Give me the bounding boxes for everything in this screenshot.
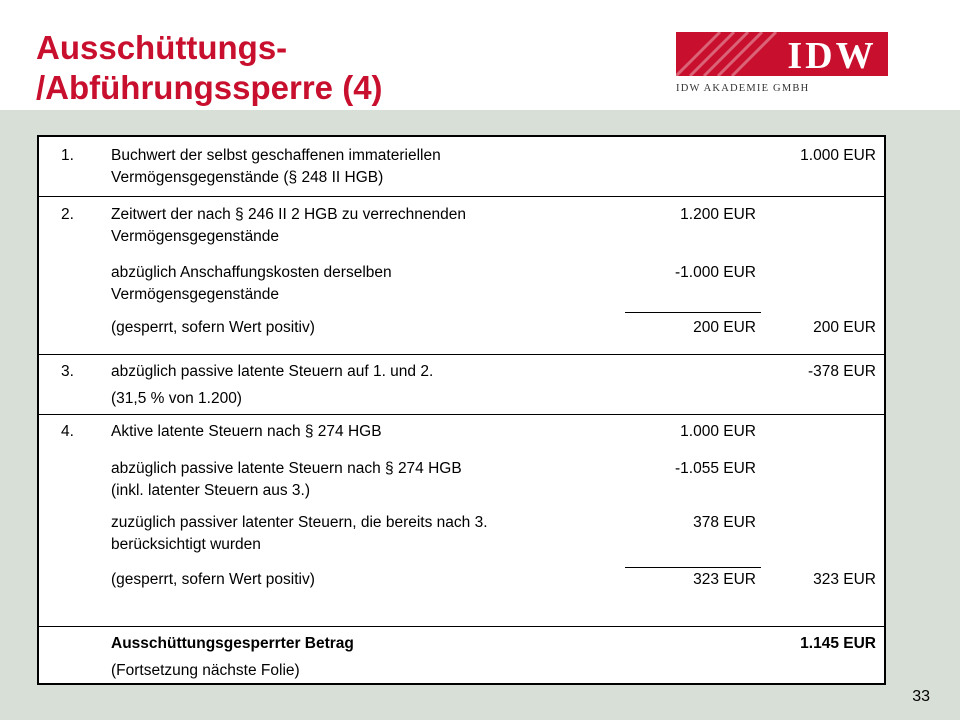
row-description-line1: abzüglich Anschaffungskosten derselben bbox=[111, 264, 392, 281]
subtotal-line bbox=[625, 312, 761, 313]
row-number: 4. bbox=[61, 423, 74, 440]
slide-title-line2: /Abführungssperre (4) bbox=[36, 69, 383, 106]
row-amount-sub: 378 EUR bbox=[693, 514, 756, 531]
logo-subtitle: IDW AKADEMIE GMBH bbox=[676, 83, 810, 94]
row-amount-total: 1.000 EUR bbox=[800, 147, 876, 164]
row-number: 3. bbox=[61, 363, 74, 380]
row-separator bbox=[39, 626, 884, 627]
row-description-line2: Vermögensgegenstände bbox=[111, 228, 280, 245]
logo-text: IDW bbox=[787, 35, 877, 77]
total-label: Ausschüttungsgesperrter Betrag bbox=[111, 635, 354, 652]
row-amount-sub: 200 EUR bbox=[693, 319, 756, 336]
row-description-line1: Buchwert der selbst geschaffenen immateriellen bbox=[111, 147, 441, 164]
slide-title bbox=[36, 28, 383, 108]
row-description-line2: (inkl. latenter Steuern aus 3.) bbox=[111, 482, 311, 499]
row-description-line1: zuzüglich passiver latenter Steuern, die bereits nach 3. bbox=[111, 514, 488, 531]
row-amount-sub: -1.000 EUR bbox=[675, 264, 756, 281]
continuation-note: (Fortsetzung nächste Folie) bbox=[111, 662, 300, 679]
idw-logo bbox=[676, 30, 888, 94]
subtotal-line bbox=[625, 567, 761, 568]
row-description-line1: Zeitwert der nach § 246 II 2 HGB zu verrechnenden bbox=[111, 206, 466, 223]
row-description-line1: abzüglich passive latente Steuern auf 1. und 2. bbox=[111, 363, 434, 380]
row-amount-total: 200 EUR bbox=[813, 319, 876, 336]
row-amount-total: -378 EUR bbox=[807, 363, 876, 380]
row-amount-sub: 1.000 EUR bbox=[680, 423, 756, 440]
row-amount-sub: 1.200 EUR bbox=[680, 206, 756, 223]
row-description-line1: Aktive latente Steuern nach § 274 HGB bbox=[111, 423, 382, 440]
row-amount-sub: -1.055 EUR bbox=[675, 460, 756, 477]
row-description-line2: Vermögensgegenstände bbox=[111, 286, 280, 303]
calculation-table bbox=[37, 135, 886, 685]
row-number: 2. bbox=[61, 206, 74, 223]
row-description-line1: abzüglich passive latente Steuern nach § 274 HGB bbox=[111, 460, 462, 477]
slide-title-line1: Ausschüttungs- bbox=[36, 29, 288, 66]
row-description-line1: (gesperrt, sofern Wert positiv) bbox=[111, 571, 315, 588]
row-description-line2: Vermögensgegenstände (§ 248 II HGB) bbox=[111, 169, 384, 186]
row-description-line2: berücksichtigt wurden bbox=[111, 536, 261, 553]
total-amount: 1.145 EUR bbox=[800, 635, 876, 652]
row-separator bbox=[39, 414, 884, 415]
row-description-line2: (31,5 % von 1.200) bbox=[111, 390, 242, 407]
row-separator bbox=[39, 196, 884, 197]
row-separator bbox=[39, 354, 884, 355]
row-description-line1: (gesperrt, sofern Wert positiv) bbox=[111, 319, 315, 336]
page-number: 33 bbox=[912, 688, 930, 705]
row-number: 1. bbox=[61, 147, 74, 164]
row-amount-sub: 323 EUR bbox=[693, 571, 756, 588]
row-amount-total: 323 EUR bbox=[813, 571, 876, 588]
